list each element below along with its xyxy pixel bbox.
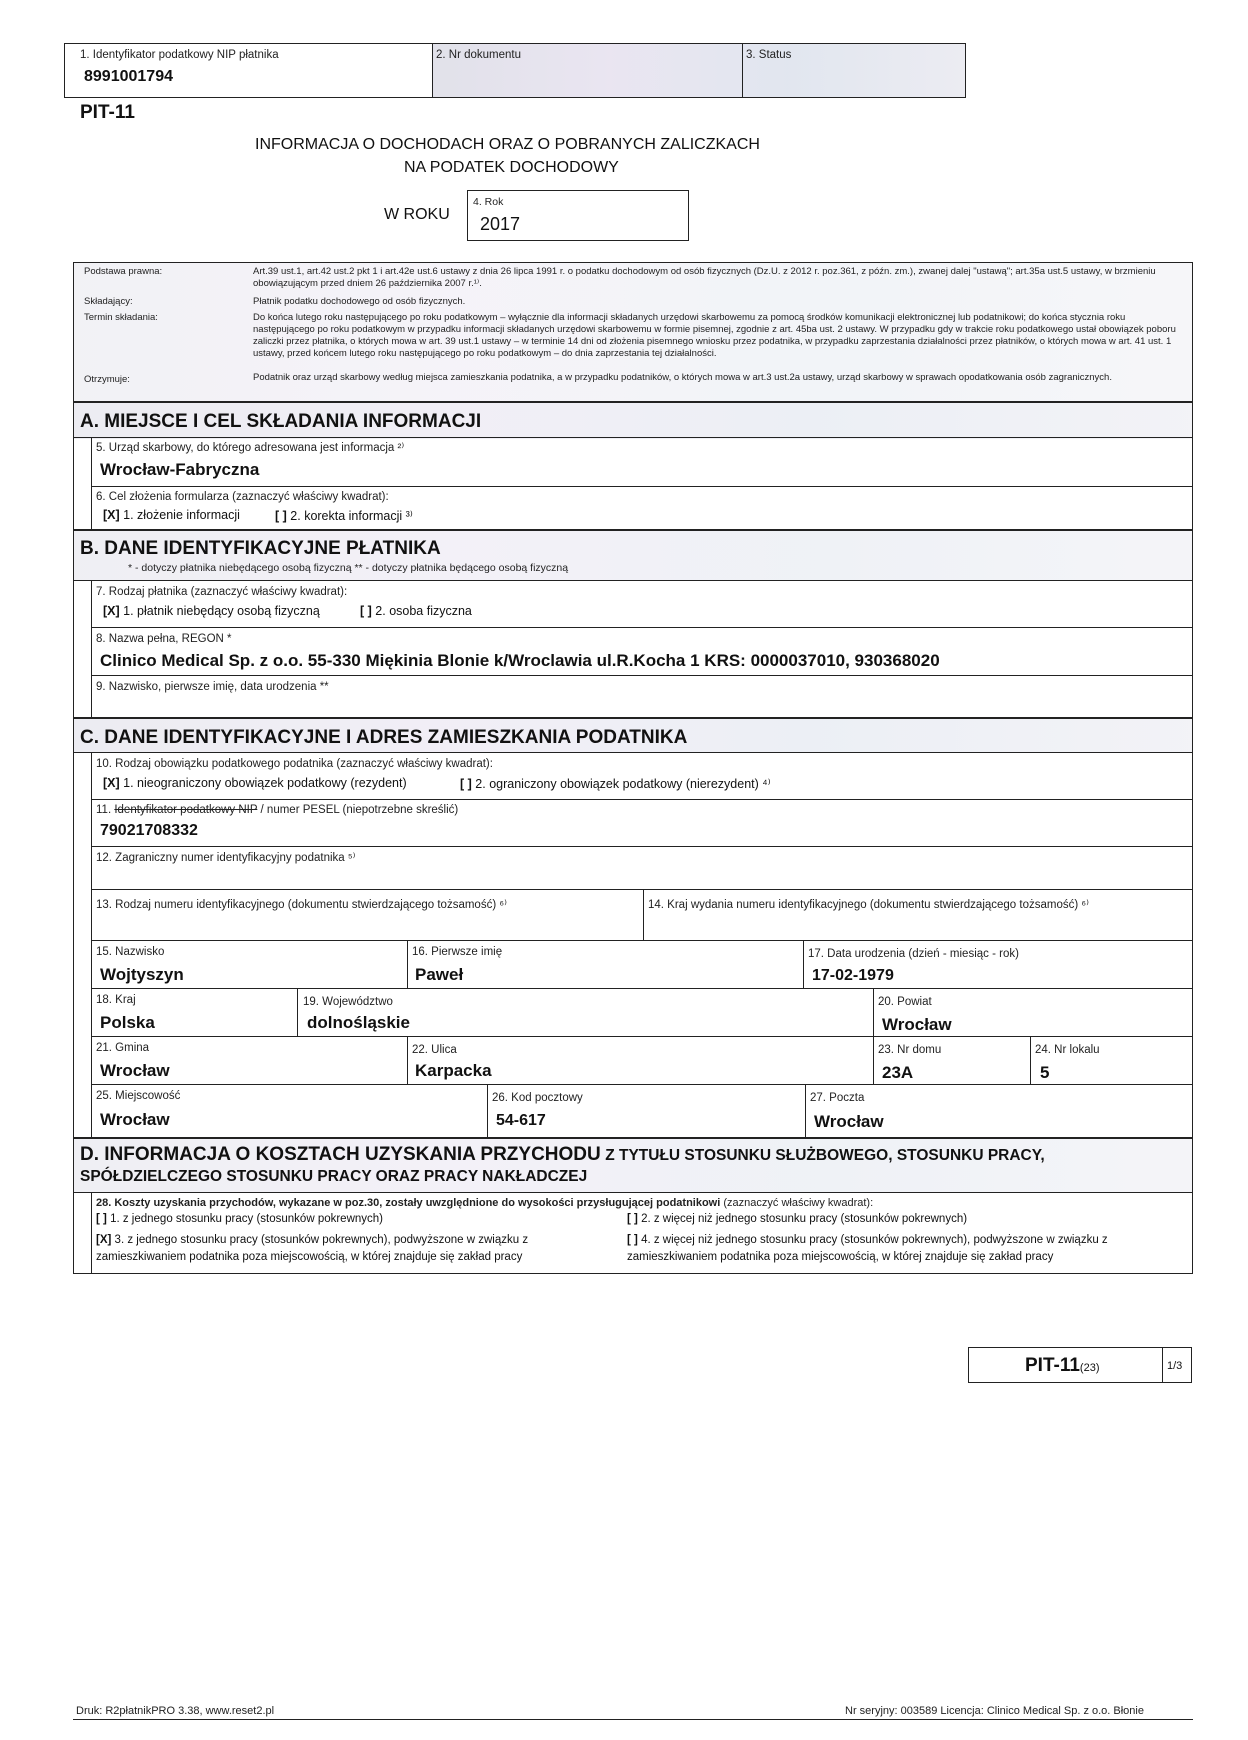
f6-option-1-label: 1. złożenie informacji: [123, 508, 240, 522]
form-title-line1: INFORMACJA O DOCHODACH ORAZ O POBRANYCH ZALICZKACH: [255, 136, 760, 153]
f8-label: 8. Nazwa pełna, REGON *: [96, 633, 232, 645]
footer-form-code-text: PIT-11: [1025, 1355, 1080, 1376]
divider: [873, 988, 874, 1036]
f28-option-1-checkbox[interactable]: [ ]: [96, 1213, 107, 1225]
f28-label-rest: (zaznaczyć właściwy kwadrat):: [723, 1197, 874, 1209]
f28-option-3-checkbox[interactable]: [X]: [96, 1234, 112, 1246]
f24-value: 5: [1040, 1063, 1050, 1082]
nip-label: 1. Identyfikator podatkowy NIP płatnika: [80, 49, 279, 61]
divider: [91, 988, 1193, 989]
f28-option-4-checkbox[interactable]: [ ]: [627, 1234, 638, 1246]
f27-label: 27. Poczta: [810, 1092, 865, 1104]
f21-label: 21. Gmina: [96, 1042, 150, 1054]
divider: [873, 1036, 874, 1084]
f10-option-2[interactable]: [460, 776, 771, 791]
year-label: 4. Rok: [473, 196, 504, 208]
f22-label: 22. Ulica: [412, 1044, 457, 1056]
divider: [297, 988, 298, 1036]
f18-label: 18. Kraj: [96, 994, 136, 1006]
f11-value: 79021708332: [100, 822, 198, 839]
f16-label: 16. Pierwsze imię: [412, 946, 503, 958]
f28-label: [96, 1197, 873, 1210]
f26-value: 54-617: [496, 1112, 546, 1129]
form-title-line2: NA PODATEK DOCHODOWY: [404, 159, 619, 176]
f6-option-1[interactable]: [103, 508, 240, 522]
f15-value: Wojtyszyn: [100, 965, 184, 984]
otrzymuje-text: Podatnik oraz urząd skarbowy według miejsca zamieszkania podatnika, a w przypadku podatników, o których mowa w art.3 ust.2a ustawy, urząd skarbowy w sprawach opodatkowania osób zagranicznych.: [253, 372, 1112, 383]
f10-option-1-checkbox[interactable]: [X]: [103, 776, 120, 790]
section-d-title-line2: SPÓŁDZIELCZEGO STOSUNKU PRACY ORAZ PRACY NAKŁADCZEJ: [80, 1168, 588, 1185]
divider: [91, 627, 1193, 628]
divider: [73, 1192, 1193, 1193]
divider: [91, 799, 1193, 800]
w-roku-label: W ROKU: [384, 206, 450, 223]
divider: [91, 675, 1193, 676]
f7-label: 7. Rodzaj płatnika (zaznaczyć właściwy kwadrat):: [96, 586, 348, 598]
f5-label: 5. Urząd skarbowy, do którego adresowana jest informacja ²⁾: [96, 442, 405, 454]
f28-option-2-checkbox[interactable]: [ ]: [627, 1213, 638, 1225]
divider: [407, 940, 408, 988]
form-code: PIT-11: [80, 102, 135, 123]
section-d-title-line1: [80, 1144, 1045, 1166]
footer-form-version: (23): [1079, 1362, 1100, 1374]
divider: [803, 940, 804, 988]
f21-value: Wrocław: [100, 1061, 170, 1080]
f9-label: 9. Nazwisko, pierwsze imię, data urodzenia **: [96, 681, 329, 693]
skladajacy-label: Składający:: [84, 296, 133, 307]
f13-label: 13. Rodzaj numeru identyfikacyjnego (dokumentu stwierdzającego tożsamość) ⁶⁾: [96, 899, 507, 911]
divider: [73, 580, 1193, 581]
section-d-title-bold: D. INFORMACJA O KOSZTACH UZYSKANIA PRZYCHODU: [80, 1144, 601, 1165]
f10-option-2-label: 2. ograniczony obowiązek podatkowy (nierezydent) ⁴⁾: [475, 777, 771, 791]
divider: [487, 1084, 488, 1138]
f28-option-4[interactable]: [627, 1232, 1187, 1265]
divider: [1030, 1036, 1031, 1084]
divider: [91, 580, 92, 718]
divider: [91, 889, 1193, 890]
divider: [91, 1084, 1193, 1085]
termin-label: Termin składania:: [84, 312, 158, 323]
f7-option-1-label: 1. płatnik niebędący osobą fizyczną: [123, 604, 320, 618]
serial-info: Nr seryjny: 003589 Licencja: Clinico Medical Sp. z o.o. Błonie: [845, 1705, 1144, 1717]
f19-value: dolnośląskie: [307, 1013, 410, 1032]
f28-label-bold: 28. Koszty uzyskania przychodów, wykazane w poz.30, zostały uwzględnione do wysokości przysługującej podatnikowi: [96, 1197, 721, 1209]
divider: [432, 43, 433, 98]
f23-value: 23A: [882, 1063, 914, 1082]
skladajacy-text: Płatnik podatku dochodowego od osób fizycznych.: [253, 296, 466, 307]
f22-value: Karpacka: [415, 1061, 492, 1080]
f28-option-1-label: 1. z jednego stosunku pracy (stosunków pokrewnych): [110, 1213, 384, 1225]
section-c-title: C. DANE IDENTYFIKACYJNE I ADRES ZAMIESZKANIA PODATNIKA: [80, 727, 688, 748]
f11-label-prefix: 11.: [96, 804, 112, 816]
f28-option-3-label: 3. z jednego stosunku pracy (stosunków pokrewnych), podwyższone w związku z zamieszkiwaniem podatnika poza miejscowością, w której znajduje się zakład pracy: [96, 1234, 529, 1263]
f7-option-2-checkbox[interactable]: [ ]: [360, 604, 372, 618]
nip-value: 8991001794: [84, 68, 173, 85]
f17-label: 17. Data urodzenia (dzień - miesiąc - rok): [808, 948, 1019, 960]
status-label: 3. Status: [746, 49, 792, 61]
divider: [91, 1036, 1193, 1037]
f28-option-2[interactable]: [627, 1213, 1187, 1225]
f10-option-1[interactable]: [103, 776, 407, 790]
divider: [91, 846, 1193, 847]
f12-label: 12. Zagraniczny numer identyfikacyjny podatnika ⁵⁾: [96, 852, 356, 864]
podstawa-label: Podstawa prawna:: [84, 266, 163, 277]
f25-value: Wrocław: [100, 1110, 170, 1129]
f16-value: Paweł: [415, 965, 464, 984]
f6-option-1-checkbox[interactable]: [X]: [103, 508, 120, 522]
f7-option-2-label: 2. osoba fizyczna: [375, 604, 472, 618]
f7-option-1-checkbox[interactable]: [X]: [103, 604, 120, 618]
f24-label: 24. Nr lokalu: [1035, 1044, 1100, 1056]
f25-label: 25. Miejscowość: [96, 1090, 181, 1102]
divider: [91, 486, 1193, 487]
footer-rule: [73, 1719, 1193, 1720]
section-b-title: B. DANE IDENTYFIKACYJNE PŁATNIKA: [80, 538, 441, 559]
divider: [407, 1036, 408, 1084]
year-value: 2017: [480, 214, 521, 234]
f17-value: 17-02-1979: [812, 967, 894, 984]
divider: [805, 1084, 806, 1138]
f28-option-2-label: 2. z więcej niż jednego stosunku pracy (stosunków pokrewnych): [641, 1213, 968, 1225]
divider: [73, 437, 1193, 438]
f18-value: Polska: [100, 1013, 155, 1032]
f23-label: 23. Nr domu: [878, 1044, 942, 1056]
f11-label-struck: Identyfikator podatkowy NIP: [114, 804, 258, 816]
f28-option-3[interactable]: [96, 1232, 601, 1265]
divider: [91, 940, 1193, 941]
f8-value: Clinico Medical Sp. z o.o. 55-330 Miękinia Blonie k/Wroclawia ul.R.Kocha 1 KRS: 0000037010, 930368020: [100, 651, 940, 670]
f6-option-2[interactable]: [275, 508, 413, 523]
print-info: Druk: R2płatnikPRO 3.38, www.reset2.pl: [76, 1705, 275, 1717]
divider: [91, 1192, 92, 1274]
f28-option-1[interactable]: [96, 1213, 616, 1225]
divider: [1162, 1347, 1163, 1383]
section-b-subtitle: * - dotyczy płatnika niebędącego osobą fizyczną ** - dotyczy płatnika będącego osobą fizyczną: [128, 562, 569, 574]
f6-option-2-label: 2. korekta informacji ³⁾: [290, 509, 413, 523]
otrzymuje-label: Otrzymuje:: [84, 374, 130, 385]
f10-label: 10. Rodzaj obowiązku podatkowego podatnika (zaznaczyć właściwy kwadrat):: [96, 758, 493, 770]
divider: [91, 752, 92, 1138]
f6-label: 6. Cel złożenia formularza (zaznaczyć właściwy kwadrat):: [96, 491, 389, 503]
f11-label: [96, 804, 458, 818]
f7-option-2[interactable]: [360, 604, 472, 618]
termin-text: Do końca lutego roku następującego po roku podatkowym – wyłącznie dla informacji składanych urzędowi skarbowemu za pomocą środków komunikacji elektronicznej lub podatnikowi; do końca stycznia roku następującego po roku podatkowym w przypadku informacji składanych urzędowi skarbowemu w formie pisemnej, zgodnie z art. 45ba ust. 2 ustawy. W przypadku gdy w trakcie roku podatkowego ustał obowiązek poboru zaliczki przez płatnika, o których mowa w art. 39 ust.1 ustawy – w terminie 14 dni od złożenia pisemnego wniosku przez podatnika, w przypadku zaprzestania działalności przez płatników, o których mowa w art. 41 ust. 1 ustawy, przed końcem lutego roku następującego po roku podatkowym – do dnia zaprzestania tej działalności.: [253, 312, 1176, 359]
f20-value: Wrocław: [882, 1015, 952, 1034]
f27-value: Wrocław: [814, 1112, 884, 1131]
podstawa-text: Art.39 ust.1, art.42 ust.2 pkt 1 i art.42e ust.6 ustawy z dnia 26 lipca 1991 r. o podatku dochodowym od osób fizycznych (Dz.U. z 2012 r. poz.361, z późn. zm.), zwanej dalej "ustawą"; art.35a ust.5 ustawy, w brzmieniu obowiązującym przed dniem 26 października 2007 r.¹⁾.: [253, 266, 1156, 289]
page-number: 1/3: [1167, 1360, 1183, 1372]
f14-label: 14. Kraj wydania numeru identyfikacyjnego (dokumentu stwierdzającego tożsamość) ⁶⁾: [648, 899, 1089, 911]
f28-option-4-label: 4. z więcej niż jednego stosunku pracy (stosunków pokrewnych), podwyższone w związku z zamieszkiwaniem podatnika poza miejscowością, w której znajduje się zakład pracy: [627, 1234, 1108, 1263]
divider: [643, 889, 644, 940]
f11-label-rest: / numer PESEL (niepotrzebne skreślić): [260, 804, 459, 816]
f7-option-1[interactable]: [103, 604, 320, 618]
section-d-title-rest: Z TYTUŁU STOSUNKU SŁUŻBOWEGO, STOSUNKU PRACY,: [605, 1147, 1045, 1164]
f6-option-2-checkbox[interactable]: [ ]: [275, 509, 287, 523]
section-a-title: A. MIEJSCE I CEL SKŁADANIA INFORMACJI: [80, 411, 482, 432]
f10-option-2-checkbox[interactable]: [ ]: [460, 777, 472, 791]
footer-form-code: [1025, 1355, 1099, 1377]
divider: [91, 437, 92, 530]
f26-label: 26. Kod pocztowy: [492, 1092, 583, 1104]
f20-label: 20. Powiat: [878, 996, 932, 1008]
divider: [742, 43, 743, 98]
f15-label: 15. Nazwisko: [96, 946, 165, 958]
f10-option-1-label: 1. nieograniczony obowiązek podatkowy (rezydent): [123, 776, 407, 790]
f19-label: 19. Województwo: [303, 996, 393, 1008]
doc-number-label: 2. Nr dokumentu: [436, 49, 522, 61]
divider: [73, 752, 1193, 753]
f5-value: Wrocław-Fabryczna: [100, 460, 260, 479]
